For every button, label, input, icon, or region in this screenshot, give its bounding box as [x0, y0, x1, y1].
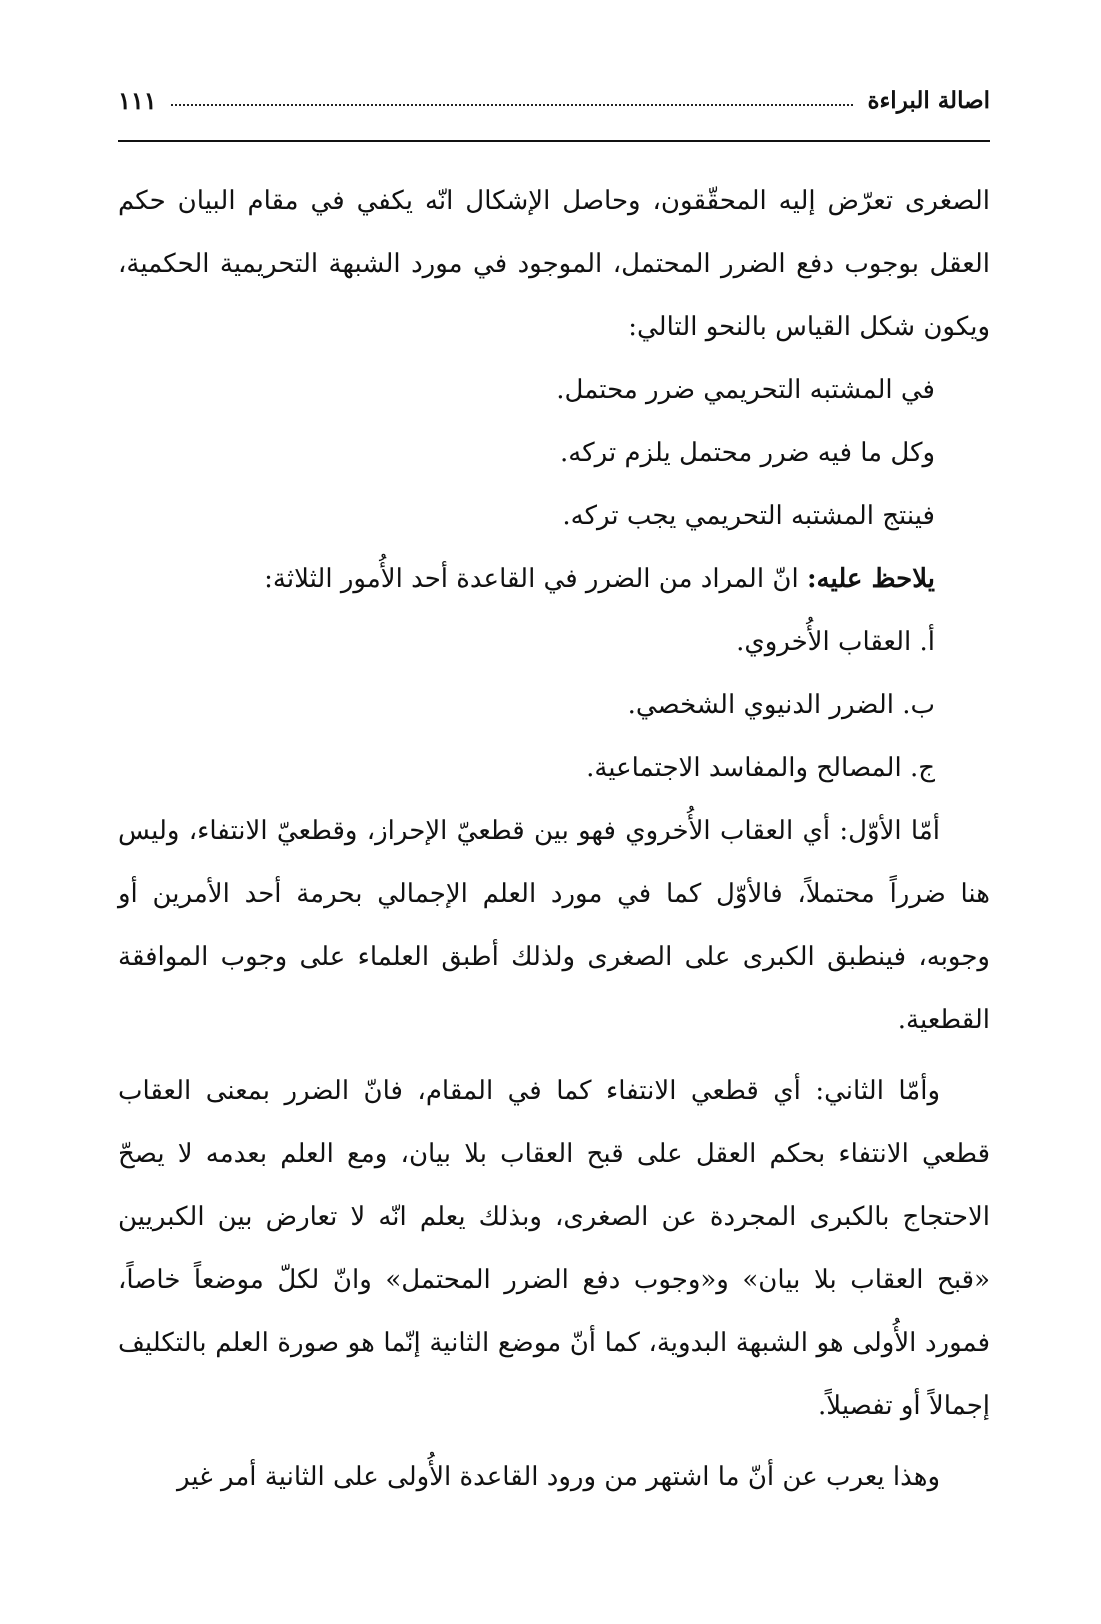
closing-paragraph: وهذا يعرب عن أنّ ما اشتهر من ورود القاعدة الأُولى على الثانية أمر غير	[176, 1462, 940, 1492]
conclusion: فينتج المشتبه التحريمي يجب تركه.	[562, 501, 935, 531]
running-title: اصالة البراءة	[867, 86, 990, 114]
page-header	[118, 80, 990, 120]
page-number: ١١١	[118, 85, 157, 115]
note-line	[118, 548, 935, 611]
page-body	[118, 170, 990, 1509]
option-b: ب. الضرر الدنيوي الشخصي.	[627, 690, 935, 720]
syllogism-block	[118, 359, 990, 800]
note-lead: يلاحظ عليه:	[806, 564, 935, 594]
second-point-paragraph: وأمّا الثاني: أي قطعي الانتفاء كما في المقام، فانّ الضرر بمعنى العقاب قطعي الانتفاء بحكم العقل على قبح العقاب بلا بيان، ومع العلم بعدمه لا يصحّ الاحتجاج بالكبرى المجردة عن الصغرى، وبذلك يعلم انّه لا تعارض بين الكبريين «قبح العقاب بلا بيان» و«وجوب دفع الضرر المحتمل» وانّ لكلّ موضعاً خاصاً، فمورد الأُولى هو الشبهة البدوية، كما أنّ موضع الثانية إنّما هو صورة العلم بالتكليف إجمالاً أو تفصيلاً.	[118, 1076, 990, 1421]
premise-major: وكل ما فيه ضرر محتمل يلزم تركه.	[560, 438, 935, 468]
option-a: أ. العقاب الأُخروي.	[736, 627, 935, 657]
dotted-leader	[171, 104, 854, 106]
option-c: ج. المصالح والمفاسد الاجتماعية.	[586, 753, 935, 783]
first-point-paragraph: أمّا الأوّل: أي العقاب الأُخروي فهو بين قطعيّ الإحراز، وقطعيّ الانتفاء، وليس هنا ضرراً محتملاً، فالأوّل كما في مورد العلم الإجمالي بحرمة أحد الأمرين أو وجوبه، فينطبق الكبرى على الصغرى ولذلك أطبق العلماء على وجوب الموافقة القطعية.	[118, 816, 990, 1035]
note-text: انّ المراد من الضرر في القاعدة أحد الأُمور الثلاثة:	[264, 564, 799, 594]
intro-paragraph: الصغرى تعرّض إليه المحقّقون، وحاصل الإشكال انّه يكفي في مقام البيان حكم العقل بوجوب دفع الضرر المحتمل، الموجود في مورد الشبهة التحريمية الحكمية، ويكون شكل القياس بالنحو التالي:	[118, 186, 990, 342]
header-rule	[118, 140, 990, 142]
premise-minor: في المشتبه التحريمي ضرر محتمل.	[556, 375, 935, 405]
